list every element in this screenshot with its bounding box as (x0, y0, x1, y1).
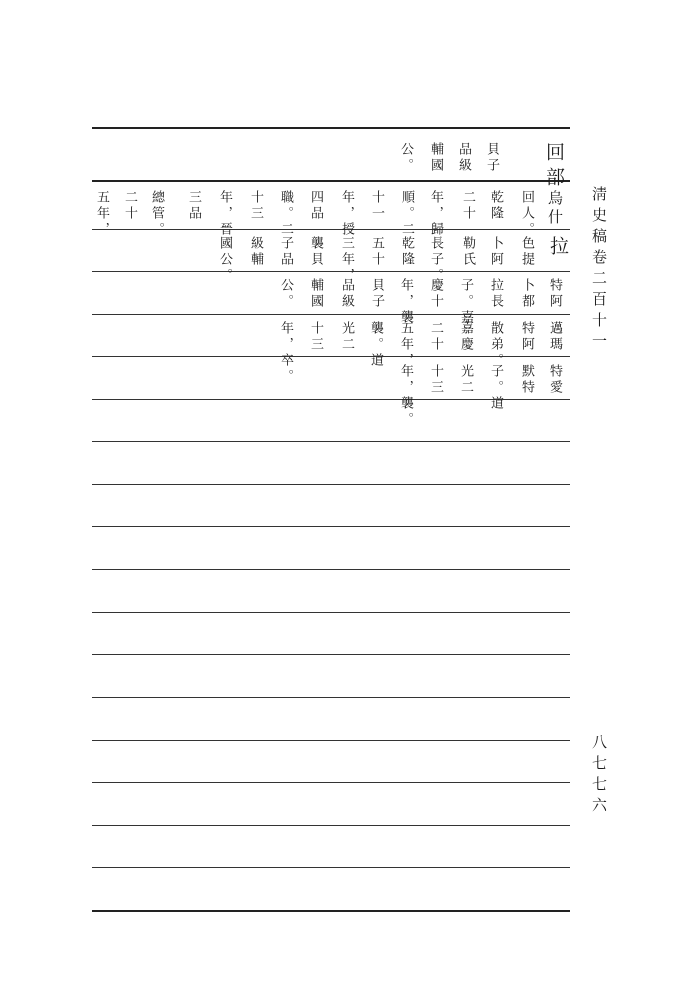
row-cell: 卜阿 (488, 236, 503, 268)
row-cell: 年，歸 (428, 190, 443, 238)
row-rule-3 (92, 314, 570, 315)
row-cell: 年，襲 (398, 278, 413, 326)
row-rule-10 (92, 612, 570, 613)
row-cell: 光二 (339, 321, 354, 353)
row-rule-16 (92, 867, 570, 868)
row-cell: 拉長 (488, 278, 503, 310)
row-cell: 二十 (428, 321, 443, 353)
header-sub-c: 輔國 (428, 142, 443, 174)
row-cell: 三年， (339, 236, 354, 284)
row-cell: 嘉慶 (458, 321, 473, 353)
row-cell: 長子。 (428, 236, 443, 284)
row-cell: 十一 (369, 190, 384, 222)
book-title: 淸史稿卷二百十一 (590, 186, 608, 354)
row-cell: 回人。 (519, 190, 534, 238)
row-cell: 光二 (458, 364, 473, 396)
header-bottom-rule (92, 180, 570, 182)
row-name: 烏什 (546, 190, 564, 228)
row-cell: 卜都 (519, 278, 534, 310)
row-cell: 年，襲。 (398, 364, 413, 428)
row-cell: 襲。道 (368, 321, 383, 369)
row-rule-7 (92, 484, 570, 485)
row-rule-6 (92, 441, 570, 442)
row-cell: 五年， (398, 321, 413, 369)
row-cell: 散弟。 (488, 321, 503, 369)
row-cell: 慶十 (428, 278, 443, 310)
row-cell: 二十 (122, 190, 137, 222)
row-cell: 色提 (519, 236, 534, 268)
row-cell: 五年， (94, 190, 109, 238)
row-cell: 公。 (278, 278, 293, 310)
row-cell: 乾隆 (399, 236, 414, 268)
row-rule-15 (92, 825, 570, 826)
row-rule-12 (92, 697, 570, 698)
row-cell: 二十 (460, 190, 475, 222)
page-number: 八七七六 (590, 734, 608, 818)
row-name: 特愛 (547, 364, 562, 396)
row-cell: 年，卒。 (278, 321, 293, 385)
row-cell: 勒氏 (460, 236, 475, 268)
header-sub-d: 公。 (398, 142, 413, 174)
row-cell: 十三 (248, 190, 263, 222)
row-cell: 子。道 (488, 364, 503, 412)
row-cell: 襲貝 (308, 236, 323, 268)
row-cell: 年，晉 (217, 190, 232, 238)
row-name: 拉 (547, 236, 569, 261)
row-cell: 子。嘉 (458, 278, 473, 326)
row-rule-9 (92, 569, 570, 570)
table-top-rule (92, 127, 570, 129)
row-cell: 品級 (339, 278, 354, 310)
header-sub-a: 貝子 (484, 142, 499, 174)
row-cell: 特阿 (519, 321, 534, 353)
row-rule-13 (92, 740, 570, 741)
header-sub-b: 品級 (456, 142, 471, 174)
row-cell: 年，授 (339, 190, 354, 238)
row-cell: 國公。 (217, 236, 232, 284)
row-cell: 三品 (186, 190, 201, 222)
row-cell: 級輔 (248, 236, 263, 268)
row-cell: 貝子 (369, 278, 384, 310)
row-name: 特阿 (547, 278, 562, 310)
row-cell: 十三 (308, 321, 323, 353)
row-cell: 總管。 (149, 190, 164, 238)
row-rule-11 (92, 654, 570, 655)
row-name: 邁瑪 (547, 321, 562, 353)
row-rule-8 (92, 526, 570, 527)
row-cell: 乾隆 (488, 190, 503, 222)
table-bottom-rule (92, 910, 570, 912)
row-cell: 順。二 (399, 190, 414, 238)
row-cell: 五十 (369, 236, 384, 268)
header-title: 回部 (543, 142, 565, 192)
row-cell: 子品 (278, 236, 293, 268)
row-cell: 職。二 (278, 190, 293, 238)
row-cell: 十三 (428, 364, 443, 396)
row-cell: 默特 (519, 364, 534, 396)
row-rule-2 (92, 271, 570, 272)
row-cell: 四品 (308, 190, 323, 222)
row-cell: 輔國 (308, 278, 323, 310)
row-rule-14 (92, 782, 570, 783)
